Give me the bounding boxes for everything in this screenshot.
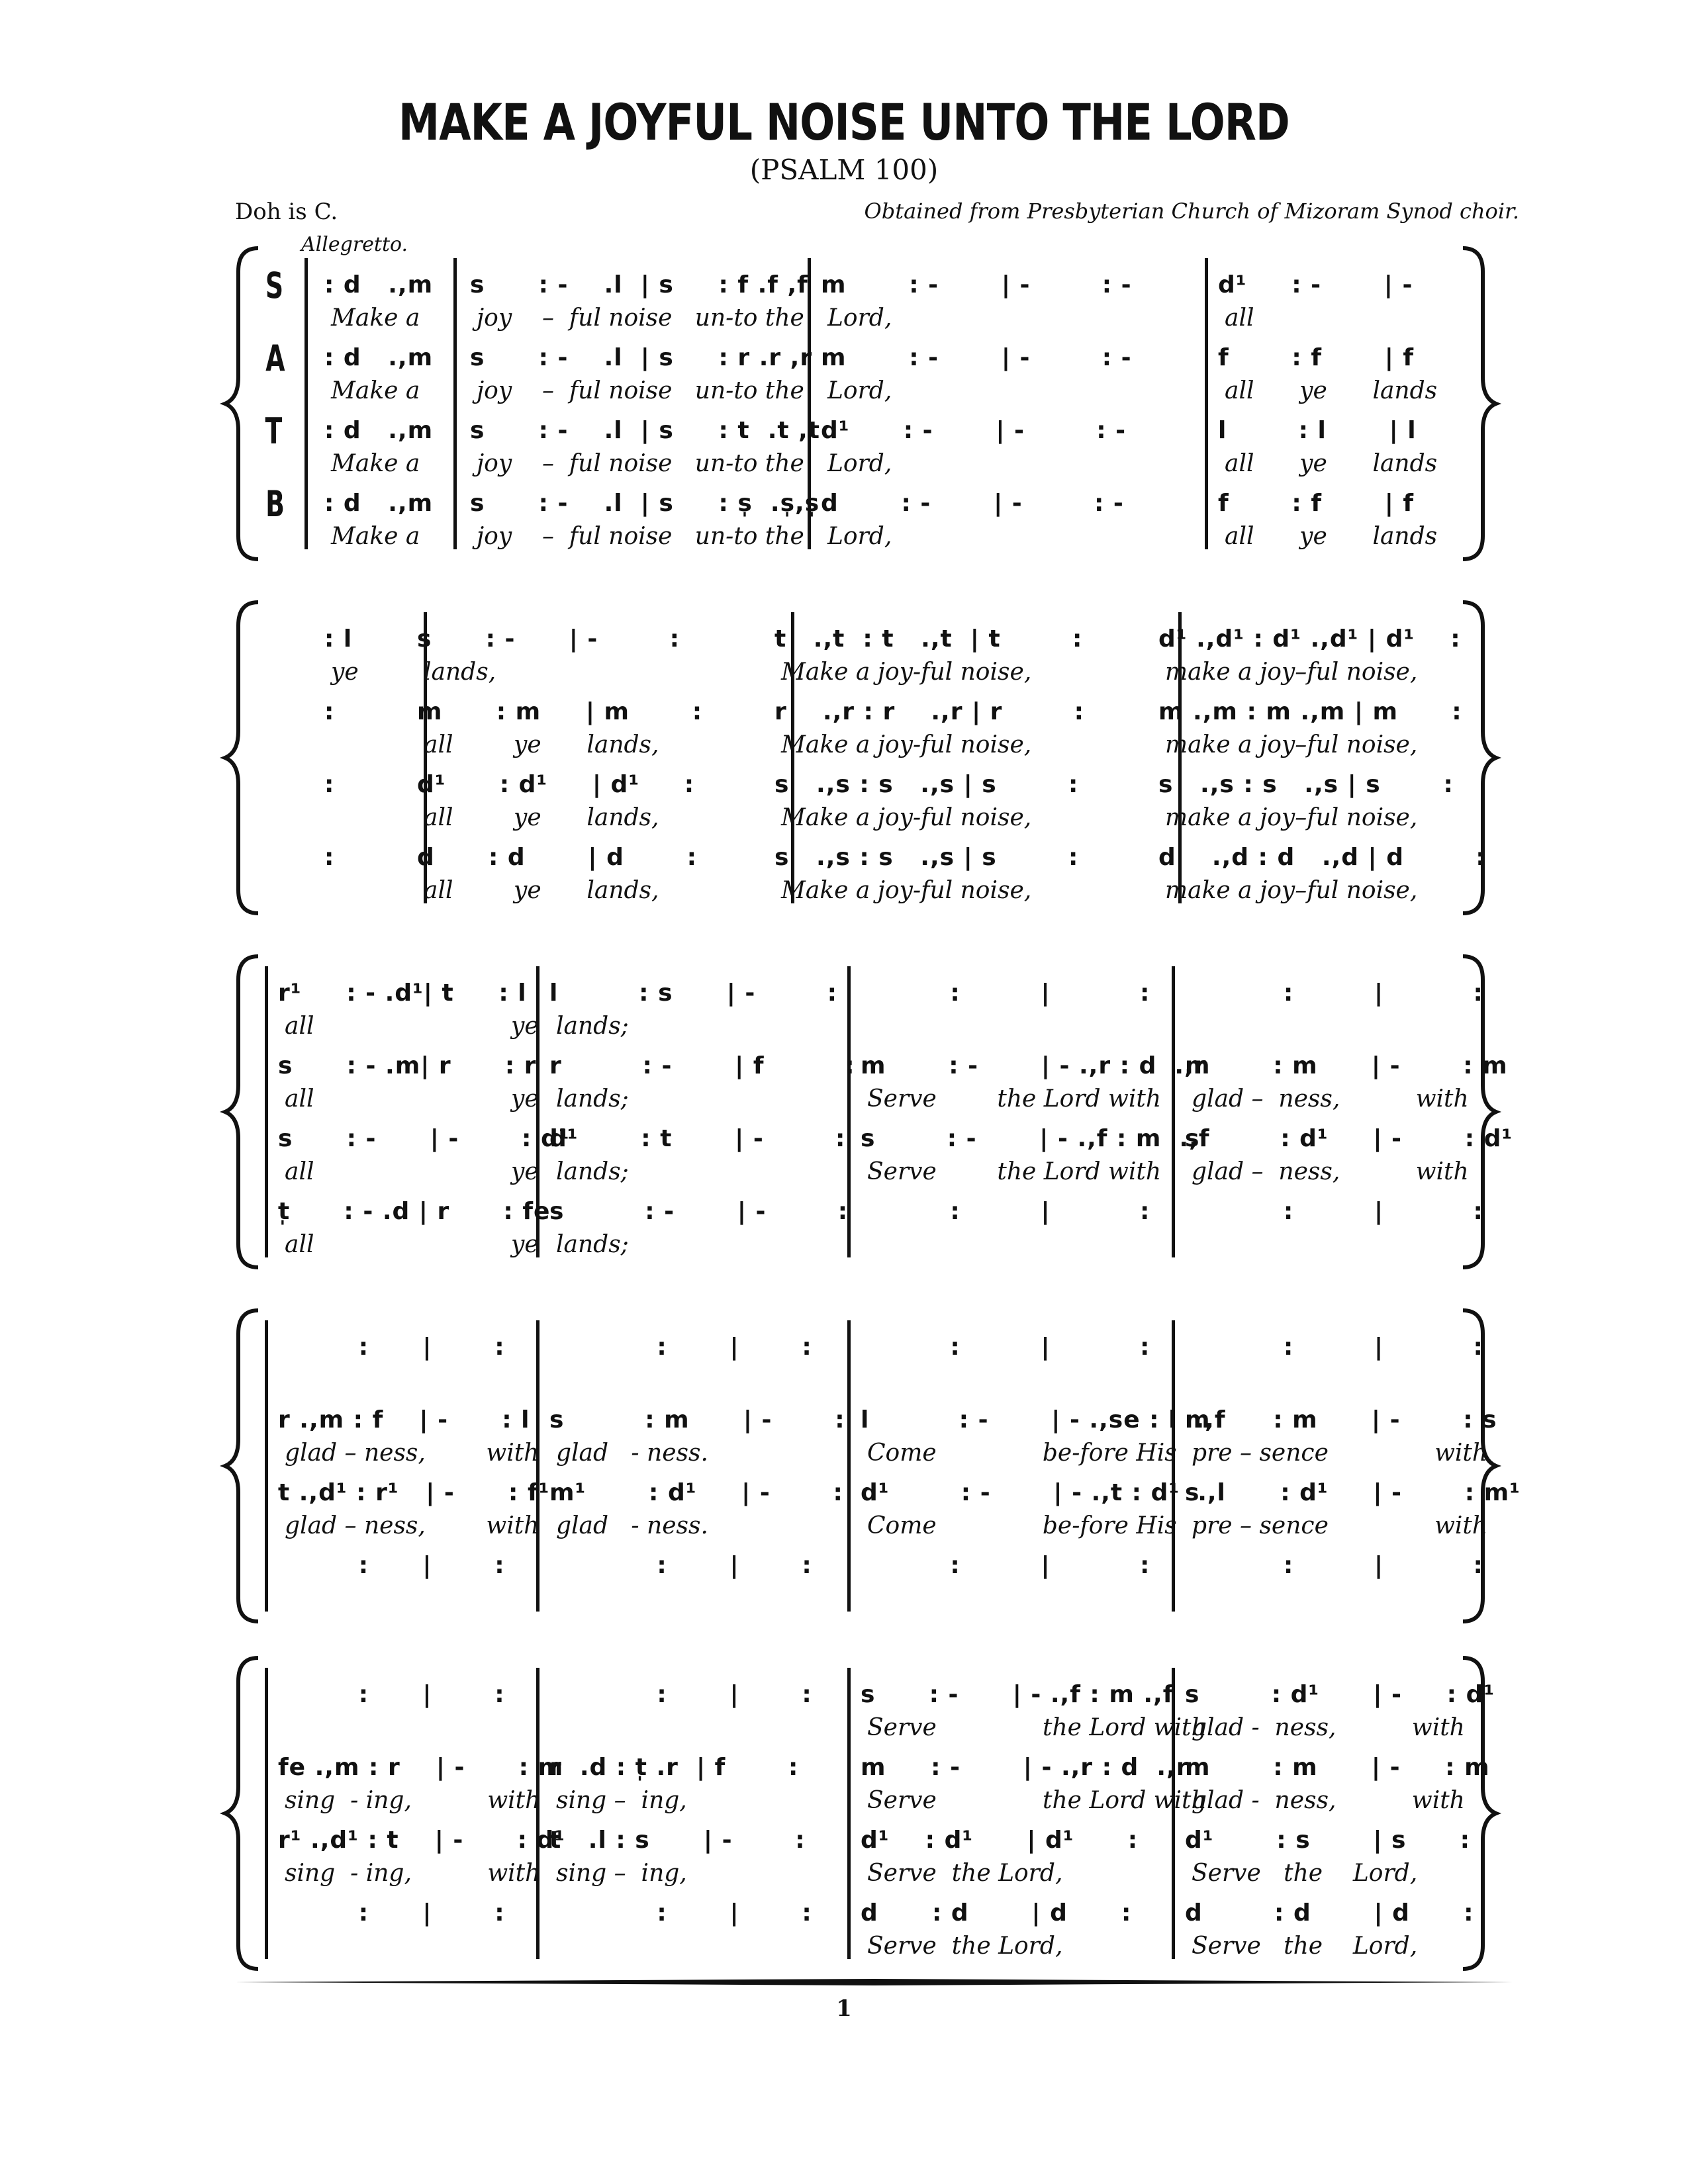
solfa-measure: : | :	[278, 1681, 505, 1708]
solfa-measure: : | :	[278, 1899, 505, 1927]
solfa-measure: : | :	[549, 1552, 812, 1579]
solfa-measure: : | :	[278, 1334, 505, 1361]
song-subtitle: (PSALM 100)	[749, 154, 939, 186]
left-brace	[225, 602, 258, 913]
lyric-text: Make a joy-ful noise,	[781, 804, 1032, 831]
solfa-measure: s .,s : s .,s | s :	[774, 844, 1079, 871]
voice-label-b: B	[265, 483, 285, 525]
solfa-measure: s : - .m| r : r	[278, 1052, 537, 1079]
voice-label-s: S	[265, 265, 284, 306]
lyric-text: all ye lands,	[424, 877, 659, 904]
lyric-text: Serve the Lord with	[867, 1714, 1207, 1741]
lyric-text: Lord,	[827, 450, 892, 477]
bar-line	[265, 1668, 268, 1959]
lyric-text: Serve the Lord,	[867, 1860, 1063, 1887]
solfa-measure: m : - | - .,r : d .,r	[861, 1052, 1207, 1079]
solfa-measure: : | :	[861, 979, 1150, 1007]
solfa-measure: m : m | - : s	[1185, 1406, 1497, 1433]
lyric-text: Serve the Lord with	[867, 1787, 1207, 1814]
song-title: MAKE A JOYFUL NOISE UNTO THE LORD	[399, 93, 1289, 152]
lyric-text: all ye	[285, 1231, 539, 1258]
solfa-measure: fe .,m : r | - : m	[278, 1754, 564, 1781]
lyric-text: all	[1225, 304, 1254, 332]
solfa-measure: s : d¹ | - : d¹	[1185, 1125, 1513, 1152]
solfa-measure: : | :	[861, 1334, 1150, 1361]
lyric-text: sing - ing, with	[285, 1787, 541, 1814]
solfa-measure: d : d | d :	[861, 1899, 1132, 1927]
lyric-text: Lord,	[827, 377, 892, 404]
lyric-text: all ye lands,	[424, 804, 659, 831]
solfa-measure: l : - | - .,se : l .,f	[861, 1406, 1226, 1433]
lyric-text: lands,	[424, 659, 496, 686]
lyric-text: all ye	[285, 1013, 539, 1040]
solfa-measure: r .,m : f | - : l	[278, 1406, 530, 1433]
lyric-text: pre – sence with	[1192, 1512, 1488, 1539]
solfa-measure: s : - .l | s : r .r ,r	[470, 344, 813, 371]
solfa-measure: t̩ : - .d | r : fe	[278, 1198, 551, 1225]
tempo-marking: Allegretto.	[301, 233, 408, 256]
lyric-text: glad – ness, with	[1192, 1085, 1469, 1113]
solfa-measure: s : - | - :	[549, 1198, 849, 1225]
lyric-text: glad - ness, with	[1192, 1787, 1465, 1814]
solfa-measure: d : d | d :	[417, 844, 697, 871]
lyric-text: glad – ness, with	[285, 1439, 539, 1467]
staff-system-3	[225, 953, 1513, 1271]
lyric-text: Make a joy-ful noise,	[781, 877, 1032, 904]
solfa-measure: m : m | m :	[417, 698, 703, 725]
solfa-measure: s : - | - :	[417, 625, 680, 653]
staff-system-1	[225, 245, 1496, 563]
solfa-measure: s : - | - .,f : m .,f	[861, 1681, 1174, 1708]
staff-system-2	[225, 599, 1496, 917]
bar-line	[847, 1320, 851, 1612]
right-brace	[1463, 248, 1496, 559]
lyric-text: Serve the Lord,	[867, 1933, 1063, 1960]
solfa-measure: s : - .l | s : s̩ .s̩,s̩	[470, 490, 820, 517]
staff-system-5	[225, 1655, 1496, 1972]
lyric-text: Serve the Lord with	[867, 1085, 1162, 1113]
lyric-text: make a joy–ful noise,	[1165, 659, 1418, 686]
solfa-measure: d¹ : t | - :	[549, 1125, 846, 1152]
solfa-measure: : | :	[1185, 979, 1483, 1007]
lyric-text: lands;	[556, 1013, 629, 1040]
lyric-text: make a joy–ful noise,	[1165, 804, 1418, 831]
lyric-text: all ye lands	[1225, 377, 1438, 404]
lyric-text: all ye lands	[1225, 450, 1438, 477]
lyric-text: make a joy–ful noise,	[1165, 731, 1418, 758]
solfa-measure: s : d¹ | - : m¹	[1185, 1479, 1521, 1506]
bar-line	[1172, 966, 1175, 1257]
solfa-measure: d .,d : d .,d | d :	[1158, 844, 1486, 871]
lyric-text: Come be-fore His	[867, 1512, 1177, 1539]
lyric-text: ye	[331, 659, 359, 686]
solfa-measure: s : - | - : d¹	[278, 1125, 570, 1152]
footer-rule	[235, 1979, 1513, 1985]
lyric-text: Serve the Lord,	[1192, 1860, 1418, 1887]
solfa-measure: f : f | f	[1218, 490, 1415, 517]
lyric-text: glad - ness, with	[1192, 1714, 1465, 1741]
solfa-measure: d : d | d :	[1185, 1899, 1474, 1927]
left-brace	[225, 1310, 258, 1621]
solfa-measure: m¹ : d¹ | - :	[549, 1479, 843, 1506]
solfa-measure: : | :	[1185, 1198, 1483, 1225]
lyric-text: all ye	[285, 1158, 539, 1185]
solfa-measure: : | :	[549, 1899, 812, 1927]
left-brace	[225, 248, 258, 559]
lyric-text: Make a	[331, 304, 420, 332]
solfa-measure: : | :	[278, 1552, 505, 1579]
lyric-text: joy – ful noise un-to the	[477, 304, 804, 332]
solfa-measure: :	[324, 844, 335, 871]
lyric-text: joy – ful noise un-to the	[477, 450, 804, 477]
solfa-measure: t .,d¹ : r¹ | - : f¹	[278, 1479, 550, 1506]
solfa-measure: r .d : t̩ .r | f :	[549, 1754, 799, 1781]
solfa-measure: d¹ : - | - .,t : d¹ .,l	[861, 1479, 1226, 1506]
solfa-measure: s : m | - :	[549, 1406, 845, 1433]
lyric-text: glad - ness.	[556, 1512, 708, 1539]
left-brace	[225, 1658, 258, 1969]
solfa-measure: d¹ : d¹ | d¹ :	[861, 1827, 1139, 1854]
lyric-text: glad - ness.	[556, 1439, 708, 1467]
solfa-measure: : | :	[861, 1198, 1150, 1225]
lyric-text: lands;	[556, 1085, 629, 1113]
solfa-measure: m : - | - : -	[821, 271, 1132, 298]
solfa-measure: :	[324, 771, 335, 798]
solfa-measure: d¹ : - | -	[1218, 271, 1413, 298]
solfa-measure: s : - .l | s : f .f ,f	[470, 271, 808, 298]
lyric-text: Come be-fore His	[867, 1439, 1177, 1467]
solfa-measure: : | :	[549, 1334, 812, 1361]
bar-line	[305, 258, 308, 549]
staff-system-4	[225, 1307, 1521, 1625]
lyric-text: sing – ing,	[556, 1860, 687, 1887]
left-brace	[225, 956, 258, 1267]
lyric-text: Lord,	[827, 304, 892, 332]
solfa-measure: : d .,m	[324, 344, 434, 371]
lyric-text: all ye	[285, 1085, 539, 1113]
lyric-text: Serve the Lord,	[1192, 1933, 1418, 1960]
solfa-measure: : | :	[1185, 1334, 1483, 1361]
solfa-measure: m : m | - : m	[1185, 1052, 1508, 1079]
solfa-measure: l : s | - :	[549, 979, 837, 1007]
solfa-measure: t .,t : t .,t | t :	[774, 625, 1083, 653]
solfa-measure: d¹ : - | - : -	[821, 417, 1127, 444]
solfa-measure: : | :	[549, 1681, 812, 1708]
solfa-measure: d : - | - : -	[821, 490, 1124, 517]
solfa-measure: : d .,m	[324, 271, 434, 298]
solfa-measure: s .,s : s .,s | s :	[774, 771, 1079, 798]
lyric-text: joy – ful noise un-to the	[477, 523, 804, 550]
bar-line	[1205, 258, 1208, 549]
solfa-measure: : | :	[1185, 1552, 1483, 1579]
voice-label-t: T	[265, 410, 283, 452]
solfa-measure: m : - | - : -	[821, 344, 1132, 371]
solfa-measure: s : - | - .,f : m .,f	[861, 1125, 1210, 1152]
bar-line	[265, 966, 268, 1257]
lyric-text: joy – ful noise un-to the	[477, 377, 804, 404]
solfa-measure: s : d¹ | - : d¹	[1185, 1681, 1495, 1708]
solfa-measure: :	[324, 698, 335, 725]
lyric-text: sing - ing, with	[285, 1860, 541, 1887]
lyric-text: Serve the Lord with	[867, 1158, 1162, 1185]
solfa-measure: m : - | - .,r : d .,r	[861, 1754, 1189, 1781]
solfa-measure: l : l | l	[1218, 417, 1417, 444]
solfa-measure: r .,r : r .,r | r :	[774, 698, 1085, 725]
solfa-measure: f : f | f	[1218, 344, 1415, 371]
solfa-measure: r¹ .,d¹ : t | - : d¹	[278, 1827, 566, 1854]
solfa-measure: t .l : s | - :	[549, 1827, 806, 1854]
solfa-measure: d¹ .,d¹ : d¹ .,d¹ | d¹ :	[1158, 625, 1461, 653]
solfa-measure: : d .,m	[324, 417, 434, 444]
lyric-text: lands;	[556, 1231, 629, 1258]
lyric-text: Make a	[331, 450, 420, 477]
lyric-text: glad – ness, with	[1192, 1158, 1469, 1185]
lyric-text: sing – ing,	[556, 1787, 687, 1814]
bar-line	[265, 1320, 268, 1612]
lyric-text: all ye lands	[1225, 523, 1438, 550]
lyric-text: Lord,	[827, 523, 892, 550]
solfa-measure: m : m | - : m	[1185, 1754, 1490, 1781]
bar-line	[453, 258, 457, 549]
solfa-measure: d¹ : d¹ | d¹ :	[417, 771, 695, 798]
page-number: 1	[836, 1995, 852, 2022]
lyric-text: pre – sence with	[1192, 1439, 1488, 1467]
solfa-measure: s .,s : s .,s | s :	[1158, 771, 1454, 798]
voice-label-a: A	[265, 338, 285, 379]
lyric-text: all ye lands,	[424, 731, 659, 758]
solfa-measure: m .,m : m .,m | m :	[1158, 698, 1462, 725]
solfa-measure: : d .,m	[324, 490, 434, 517]
lyric-text: Make a	[331, 377, 420, 404]
lyric-text: Make a joy-ful noise,	[781, 731, 1032, 758]
solfa-measure: d¹ : s | s :	[1185, 1827, 1471, 1854]
lyric-text: Make a joy-ful noise,	[781, 659, 1032, 686]
source-note: Obtained from Presbyterian Church of Mizoram Synod choir.	[864, 199, 1519, 224]
solfa-measure: : | :	[861, 1552, 1150, 1579]
solfa-measure: r¹ : - .d¹| t : l	[278, 979, 527, 1007]
solfa-measure: r : - | f :	[549, 1052, 855, 1079]
solfa-measure: : l	[324, 625, 353, 653]
lyric-text: lands;	[556, 1158, 629, 1185]
key-signature: Doh is C.	[235, 199, 338, 225]
lyric-text: make a joy–ful noise,	[1165, 877, 1418, 904]
lyric-text: glad – ness, with	[285, 1512, 539, 1539]
bar-line	[847, 1668, 851, 1959]
lyric-text: Make a	[331, 523, 420, 550]
solfa-measure: s : - .l | s : t .t ,t	[470, 417, 820, 444]
